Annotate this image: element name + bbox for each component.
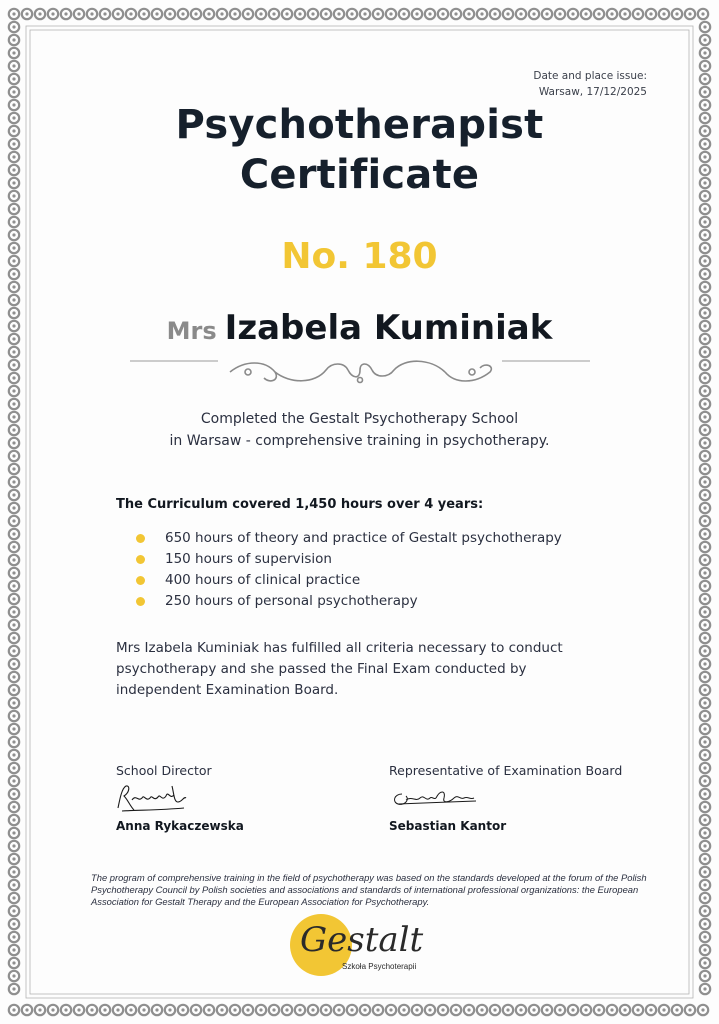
logo-wordmark: Gestalt [300, 920, 424, 960]
list-item [136, 591, 562, 612]
logo-subtitle: Szkoła Psychoterapii [342, 962, 417, 971]
list-item [136, 528, 562, 549]
recipient-name: Izabela Kuminiak [224, 308, 553, 348]
recipient-salutation: Mrs [166, 317, 217, 345]
list-item [136, 549, 562, 570]
curriculum-list [136, 528, 562, 612]
left-signature-role: School Director [116, 763, 212, 778]
certificate-number: No. 180 [281, 236, 438, 277]
bullet-icon [136, 576, 145, 585]
curriculum-item: 150 hours of supervision [165, 551, 332, 567]
list-item [136, 570, 562, 591]
issue-value: Warsaw, 17/12/2025 [538, 86, 647, 98]
curriculum-item: 650 hours of theory and practice of Gestalt psychotherapy [165, 530, 562, 546]
footnote-text: The program of comprehensive training in the field of psychotherapy was based on the standards developed at the forum of the Polish Psychotherapy Council by Polish societies and associations and standards of international professional organizations: the European Association for Gestalt Therapy and the European Association for Psychotherapy. [91, 872, 647, 907]
issue-label: Date and place issue: [533, 70, 647, 82]
curriculum-title: The Curriculum covered 1,450 hours over 4 years: [116, 497, 484, 512]
completion-text [0, 408, 719, 452]
curriculum-item: 250 hours of personal psychotherapy [165, 593, 418, 609]
completion-line-1: Completed the Gestalt Psychotherapy School [200, 411, 519, 427]
curriculum-item: 400 hours of clinical practice [165, 572, 361, 588]
bullet-icon [136, 597, 145, 606]
recipient [0, 308, 719, 348]
left-signature-name: Anna Rykaczewska [116, 819, 244, 833]
title-line-2: Certificate [239, 152, 480, 198]
bullet-icon [136, 555, 145, 564]
statement-text: Mrs Izabela Kuminiak has fulfilled all criteria necessary to conduct psychotherapy and she passed the Final Exam conducted by independent Examination Board. [116, 640, 563, 698]
right-signature-role: Representative of Examination Board [389, 763, 623, 778]
gestalt-logo [290, 912, 450, 982]
bullet-icon [136, 534, 145, 543]
completion-line-2: in Warsaw - comprehensive training in psychotherapy. [169, 433, 550, 449]
title-line-1: Psychotherapist [175, 102, 544, 148]
ornament-divider [130, 350, 590, 390]
certificate-title [0, 100, 719, 200]
right-signature-name: Sebastian Kantor [389, 819, 507, 833]
left-signature-image [112, 780, 192, 816]
right-signature-image [390, 786, 480, 812]
issue-info [533, 68, 647, 100]
